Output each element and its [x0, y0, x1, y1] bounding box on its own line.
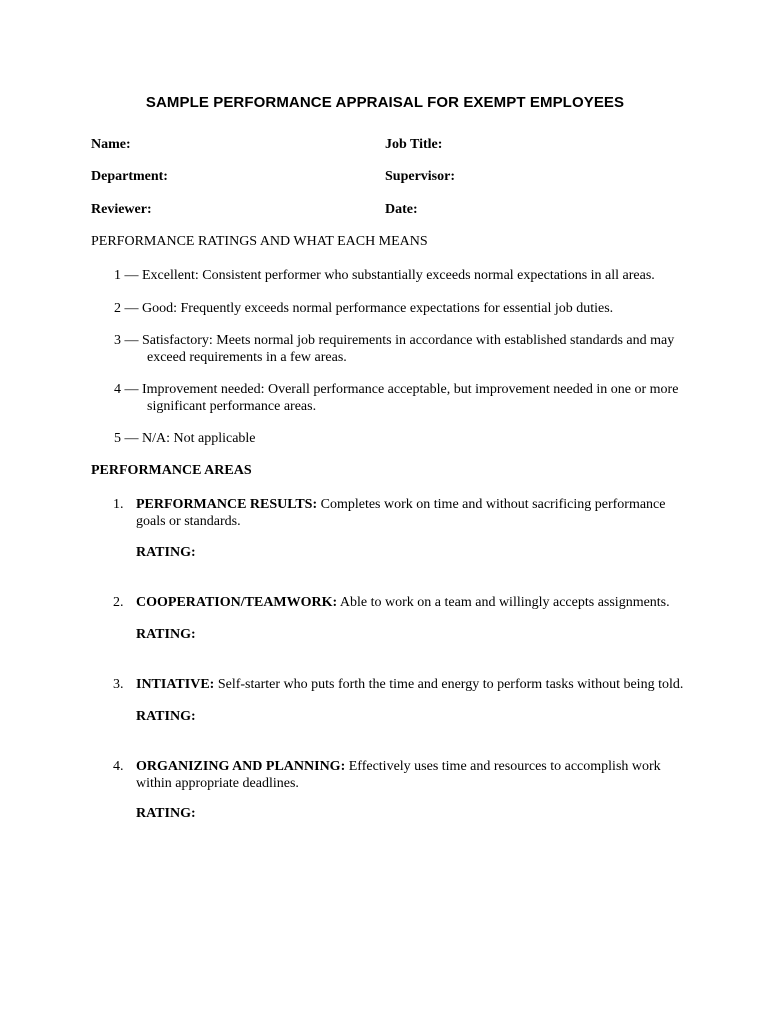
rating-definition-text: 5 — N/A: Not applicable [114, 431, 256, 446]
performance-area-item [113, 594, 693, 611]
rating-definition-text: 2 — Good: Frequently exceeds normal performance expectations for essential job duties. [114, 301, 614, 316]
area-number: 3. [113, 677, 124, 692]
area-number: 4. [113, 759, 124, 774]
rating-definition-continuation: significant performance areas. [147, 399, 317, 414]
area-description [136, 594, 693, 611]
date-field-label: Date: [385, 202, 418, 217]
rating-definition [114, 300, 684, 317]
area-number: 2. [113, 595, 124, 610]
rating-definition-continuation: exceed requirements in a few areas. [147, 350, 347, 365]
area-label: PERFORMANCE RESULTS: [136, 497, 318, 512]
area-text: Completes work on time and without sacrificing performance goals or standards. [136, 497, 666, 529]
rating-definition-text: 4 — Improvement needed: Overall performance acceptable, but improvement needed in one or more [114, 382, 679, 397]
reviewer-field-label: Reviewer: [91, 202, 152, 217]
rating-label: RATING: [136, 709, 196, 724]
area-description [136, 676, 693, 693]
area-description [136, 758, 693, 792]
rating-label: RATING: [136, 627, 196, 642]
area-label: INTIATIVE: [136, 677, 215, 692]
rating-label: RATING: [136, 806, 196, 821]
job-title-field-label: Job Title: [385, 137, 443, 152]
area-text: Able to work on a team and willingly accepts assignments. [337, 595, 670, 610]
rating-definition [114, 430, 684, 447]
areas-heading: PERFORMANCE AREAS [91, 463, 252, 478]
area-label: ORGANIZING AND PLANNING: [136, 759, 346, 774]
rating-definition-text: 3 — Satisfactory: Meets normal job requirements in accordance with established standards and may [114, 333, 675, 348]
rating-definition [114, 267, 684, 284]
area-number: 1. [113, 497, 124, 512]
area-label: COOPERATION/TEAMWORK: [136, 595, 338, 610]
area-text: Self-starter who puts forth the time and energy to perform tasks without being told. [214, 677, 684, 692]
rating-label: RATING: [136, 545, 196, 560]
rating-definition-text: 1 — Excellent: Consistent performer who substantially exceeds normal expectations in all areas. [114, 268, 655, 283]
rating-definition [114, 381, 684, 415]
area-description [136, 496, 693, 530]
performance-area-item [113, 758, 693, 792]
rating-definition [114, 332, 684, 366]
performance-area-item [113, 496, 693, 530]
area-text: Effectively uses time and resources to accomplish work within appropriate deadlines. [136, 759, 661, 791]
name-field-label: Name: [91, 137, 131, 152]
department-field-label: Department: [91, 169, 168, 184]
ratings-heading: PERFORMANCE RATINGS AND WHAT EACH MEANS [91, 234, 428, 249]
performance-area-item [113, 676, 693, 693]
supervisor-field-label: Supervisor: [385, 169, 455, 184]
document-title: SAMPLE PERFORMANCE APPRAISAL FOR EXEMPT EMPLOYEES [145, 94, 625, 111]
